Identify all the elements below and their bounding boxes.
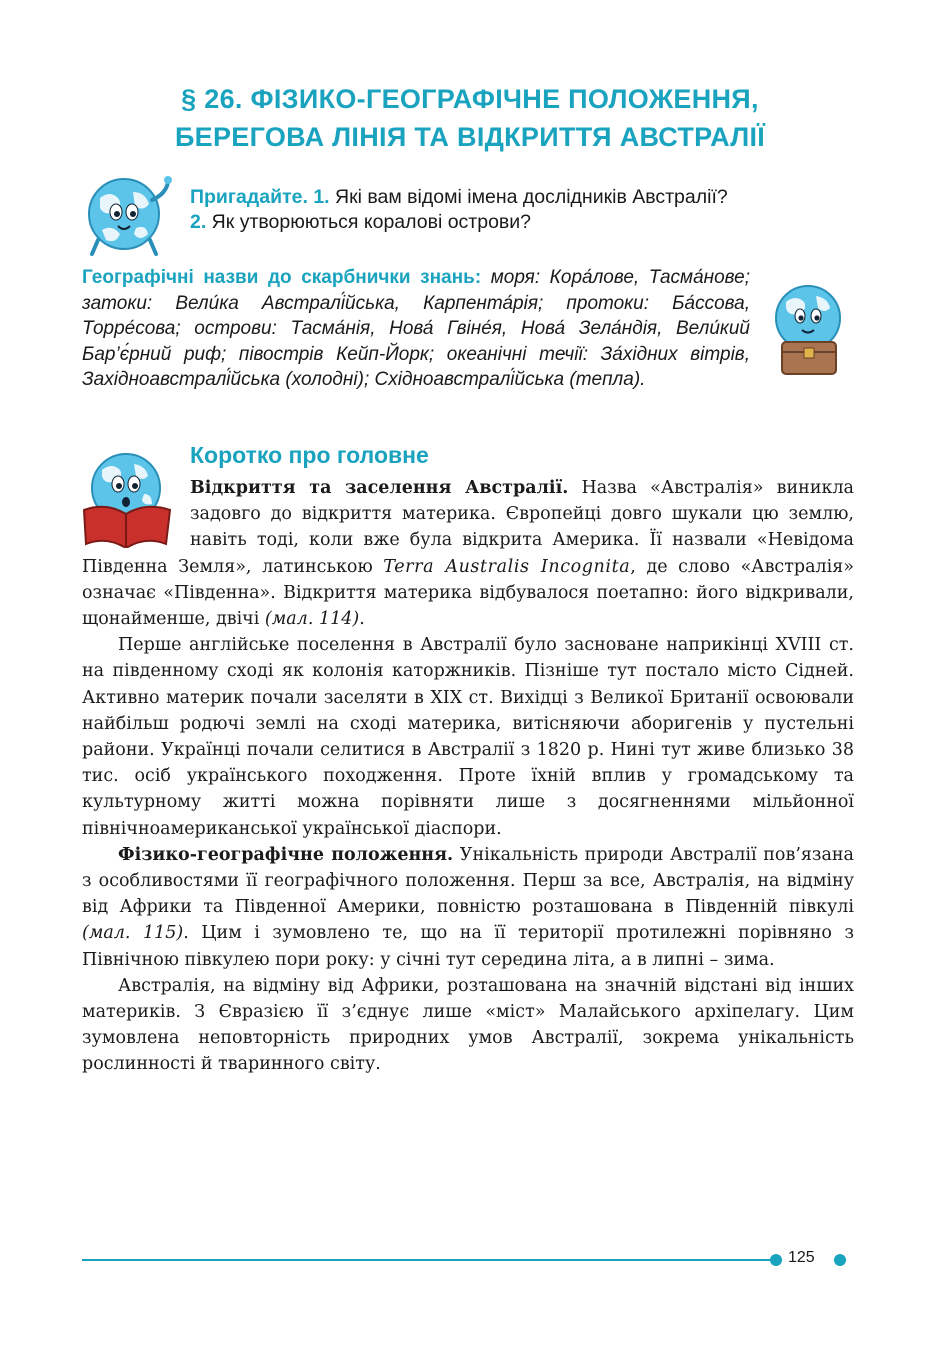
figure-ref-115: (мал. 115) <box>82 923 184 944</box>
paragraph-discovery-end: . <box>359 609 365 630</box>
geographic-names-text: моря: Кора́лове, Тасма́нове; затоки: Вели́ка Австралі́йська, Карпента́рія; протоки: Ба́ссова, Торре́сова; острови: Тасма́нія, Нова́ Гвіне́я, Нова́ Зела́ндія, Вели́кий Бар’є́рний риф; півострів Кейп-Йорк; океанічні течії: За́хідних вітрів, Західноавстралі́йська (холодні); Східноавстралі́йська (тепла). <box>82 267 751 390</box>
paragraph-discovery-heading: Відкриття та заселення Австралії. <box>190 478 569 498</box>
geographic-names <box>82 265 750 393</box>
globe-mascot-treasure-chest-icon <box>766 280 852 380</box>
latin-name: Terra Australis Incognita <box>383 556 631 577</box>
figure-ref-114: (мал. 114) <box>264 609 360 630</box>
paragraph-position-text-a: Унікальність природи Австралії пов’язана з особливостями її географічного положення. Перш за все, Австралія, на відміну від Африки та Південної Америки, повністю розташована в Південній півкулі <box>82 844 854 918</box>
page-title <box>90 80 850 156</box>
recall-question-2: Як утворюються коралові острови? <box>206 211 532 233</box>
paragraph-position-heading: Фізико-географічне положення. <box>118 844 454 865</box>
page-title-line-1: § 26. ФІЗИКО-ГЕОГРАФІЧНЕ ПОЛОЖЕННЯ, <box>181 84 759 114</box>
page-title-line-2: БЕРЕГОВА ЛІНІЯ ТА ВІДКРИТТЯ АВСТРАЛІЇ <box>174 122 766 152</box>
paragraph-discovery-text-b: , де слово «Австралія» означає «Південна». Відкриття материка відбувалося поетапно: його відкривали, щонайменше, двічі <box>82 556 854 630</box>
globe-mascot-thinking-icon <box>78 170 178 260</box>
main-text <box>82 475 854 1078</box>
section-heading: Коротко про головне <box>190 442 429 468</box>
paragraph-settlement: Перше англійське поселення в Австралії було засноване наприкінці XVIII ст. на південному сході як колонія каторжників. Пізніше тут постало місто Сідней. Активно материк почали заселяти в XIX ст. Вихідці з Великої Британії освоювали найбільш родючі землі на сході материка, витісняючи аборигенів у пустельні райони. Українці почали селитися в Австралії з 1820 р. Нині тут живе близько 38 тис. осіб українського походження. Проте їхній вплив у громадському та культурному житті можна порівняти лише з досягненнями мільйонної північноамериканської української діаспори. <box>82 635 854 839</box>
paragraph-discovery <box>82 475 854 632</box>
paragraph-isolation: Австралія, на відміну від Африки, розташована на значній відстані від інших материків. З Євразією її з’єднує лише «міст» Малайського архіпелагу. Цим зумовлена неповторність природних умов Австралії, зокрема унікальність рослинності й тваринного світу. <box>82 975 854 1075</box>
recall-question-1: Які вам відомі імена дослідників Австралії? <box>329 186 728 208</box>
mascot-wrap-space <box>82 475 190 549</box>
paragraph-position <box>82 842 854 973</box>
geographic-names-label: Географічні назви до скарбнички знань: <box>82 267 482 288</box>
paragraph-position-text-b: . Цим і зумовлено те, що на її території протилежні порівняно з Північною півкулею пори року: у січні тут середина літа, а в липні – зима. <box>82 923 854 970</box>
paragraph-discovery-text-a: Назва «Австралія» виникла задовго до відкриття материка. Європейці довго шукали цю землю, навіть тоді, коли вже була відкрита Америка. Її назвали «Невідома Південна Земля», латинською <box>82 478 854 577</box>
footer-dot-right-icon <box>834 1254 846 1266</box>
recall-number-2: 2. <box>190 211 207 233</box>
recall-label: Пригадайте. 1. <box>190 186 330 208</box>
page-number: 125 <box>788 1249 815 1266</box>
footer-rule <box>82 1259 772 1261</box>
footer-dot-left-icon <box>770 1254 782 1266</box>
recall-questions <box>190 185 855 235</box>
